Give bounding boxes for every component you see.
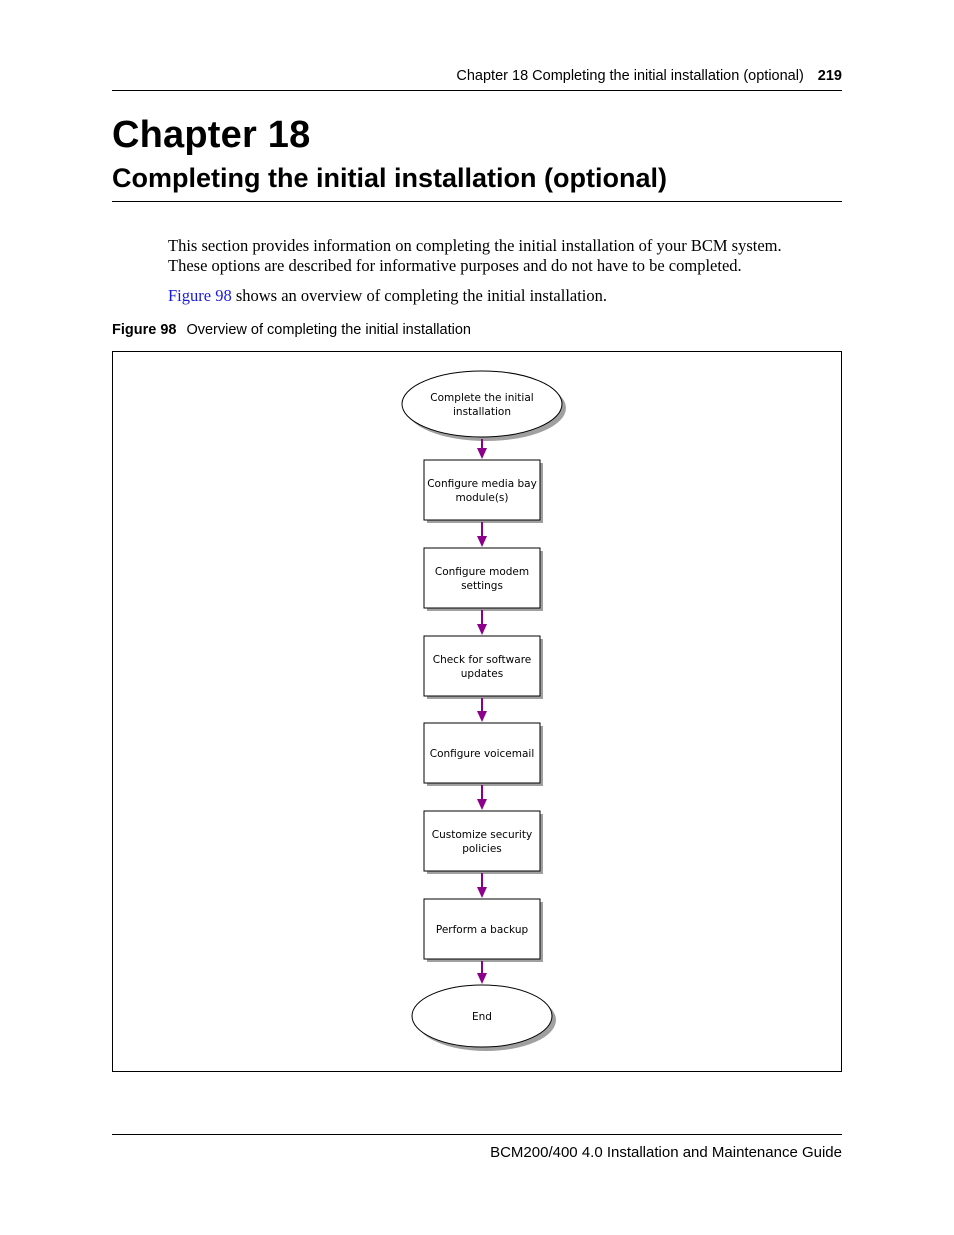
flow-process-box bbox=[424, 548, 540, 608]
footer-guide-title: BCM200/400 4.0 Installation and Maintenance Guide bbox=[490, 1144, 842, 1161]
running-header-chapter: Chapter 18 Completing the initial installation (optional) bbox=[456, 68, 804, 84]
flow-node-label: Complete the initial bbox=[430, 392, 534, 404]
flow-node-label: Configure modem bbox=[434, 566, 530, 578]
header-rule bbox=[112, 90, 842, 91]
flow-node-label: Check for software bbox=[432, 654, 532, 666]
flow-node-label: installation bbox=[453, 406, 511, 418]
flowchart bbox=[113, 352, 841, 1071]
flow-arrowhead bbox=[477, 973, 487, 984]
figure-label: Figure 98 bbox=[112, 322, 177, 338]
flow-node-label: Configure media bay bbox=[427, 478, 537, 490]
figure-caption-text: Overview of completing the initial installation bbox=[186, 322, 471, 338]
section-title: Completing the initial installation (optional) bbox=[112, 163, 667, 193]
intro-paragraph bbox=[168, 236, 848, 276]
flow-node-label: updates bbox=[460, 668, 504, 680]
intro-line-2: These options are described for informative purposes and do not have to be completed. bbox=[168, 256, 742, 275]
flow-process-box bbox=[424, 811, 540, 871]
flow-process-box bbox=[424, 460, 540, 520]
flow-node-label: module(s) bbox=[455, 492, 509, 504]
figure-caption bbox=[112, 322, 471, 338]
flow-node-label: Configure voicemail bbox=[429, 748, 535, 760]
running-header bbox=[112, 68, 842, 84]
flow-arrowhead bbox=[477, 799, 487, 810]
flow-arrowhead bbox=[477, 887, 487, 898]
title-rule bbox=[112, 201, 842, 202]
flow-node-label: Perform a backup bbox=[435, 924, 529, 936]
flow-arrowhead bbox=[477, 448, 487, 459]
flow-arrowhead bbox=[477, 624, 487, 635]
flow-arrowhead bbox=[477, 536, 487, 547]
figure-frame bbox=[112, 351, 842, 1072]
footer-rule bbox=[112, 1134, 842, 1135]
flow-node-label: settings bbox=[461, 580, 503, 592]
flow-terminal-ellipse bbox=[402, 371, 562, 437]
intro-line-1: This section provides information on completing the initial installation of your BCM system. bbox=[168, 236, 782, 255]
figure-reference-text: shows an overview of completing the initial installation. bbox=[231, 286, 608, 305]
flow-arrowhead bbox=[477, 711, 487, 722]
figure-reference-paragraph bbox=[168, 286, 848, 306]
page-number: 219 bbox=[817, 68, 842, 84]
flow-process-box bbox=[424, 636, 540, 696]
flow-node-label: policies bbox=[462, 843, 502, 855]
flow-node-label: End bbox=[472, 1011, 492, 1023]
flow-node-label: Customize security bbox=[431, 829, 533, 841]
chapter-title: Chapter 18 bbox=[112, 114, 311, 156]
figure-98-link[interactable]: Figure 98 bbox=[168, 286, 232, 305]
